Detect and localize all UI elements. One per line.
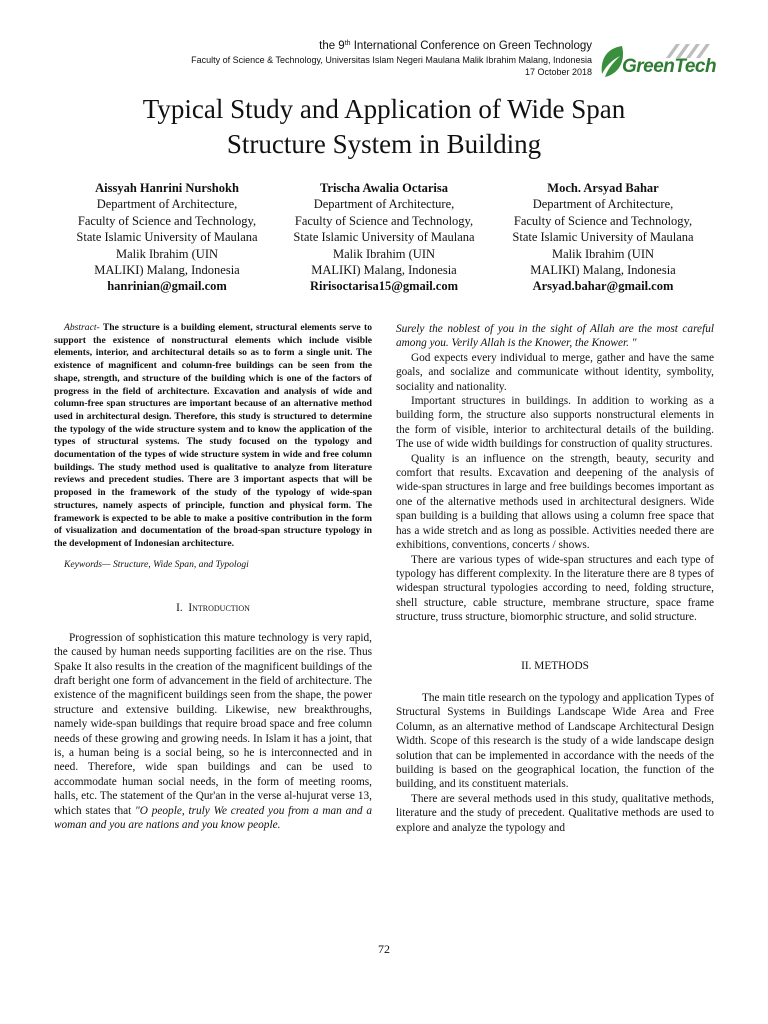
quote-continuation: Surely the noblest of you in the sight of Allah are the most careful among you. Verily Allah is the Knower, the Knower. " bbox=[396, 323, 714, 350]
quran-quote: "O people, truly We created you from a man and a woman and you are nations and you know people. bbox=[54, 804, 372, 832]
abstract-text: The structure is a building element, structural elements serve to support the existence of nonstructural elements which include visible elements, interior, and architectural details so as to form a single unit. The existence of magnificent and column-free buildings can be seen from the shape, strength, and structure of the building which is one of the factors of progress in the field of architecture. Excavation and analysis of wide and column-free span structures are important because of an alternative method used in architectural design. Therefore, this study is structured to determine the typology of the wide structure system and to know the application of the types of structural systems. The study focused on the typology and documentation of the types of wide structure system in wide and free column buildings. The study method used is qualitative to analyze from literature reviews and precedent studies. There are 3 important aspects that will be proposed in the framework of the study of the typology of wide-span structures, namely aspects of principle, function and physical form. The framework is expected to be able to make a positive contribution in the form of visualization and documentation of the broad-span structure typology in the development of Indonesian architecture. bbox=[54, 322, 372, 549]
title-line-1: Typical Study and Application of Wide Span bbox=[142, 94, 626, 124]
author-affiliation: State Islamic University of Maulana bbox=[76, 230, 258, 245]
author-affiliation: State Islamic University of Maulana bbox=[293, 230, 475, 245]
author-affiliation: Department of Architecture, bbox=[96, 197, 238, 212]
author-name: Trischa Awalia Octarisa bbox=[320, 181, 448, 195]
conference-name: the 9th International Conference on Green Technology bbox=[319, 40, 592, 52]
left-column bbox=[54, 322, 372, 832]
author-1 bbox=[58, 180, 276, 295]
author-affiliation: MALIKI) Malang, Indonesia bbox=[530, 263, 676, 278]
abstract-label: Abstract- bbox=[64, 322, 100, 333]
greentech-logo bbox=[598, 44, 716, 84]
intro-paragraph: Progression of sophistication this mature technology is very rapid, the caused by human needs supporting facilities are on the rise. Thus Spake It also results in the creation of the magnificent buildings of the draft beright one form of advancement in the field of architecture. The existence of the magnificent buildings seen from the shape, the power structure and extensive building. Likewise, new breakthroughs, namely wide-span buildings that require broad space and free column needs of these growing and growing needs. In Islam it has a joint, that is, a human being is a social being, so he is interconnected and in need. Therefore, wide span buildings and can be used to accommodate human social needs, in the form of meeting rooms, halls, etc. The statement of the Qur'an in the verse al-hujurat verse 13, which states that "O people, truly We created you from a man and a woman and you are nations and you know people. bbox=[54, 631, 372, 832]
body-paragraph: Quality is an influence on the strength, beauty, security and comfort that results. Excavation and deepening of the analysis of wide-span structures in large and free buildings becomes important as one of the alternative methods used in architectural designers. Wide span building is a building that allows using a column free space that has a wide stretch and as long as possible. Activities needed there are exhibitions, conventions, concerts / shows. bbox=[396, 452, 714, 552]
author-affiliation: Faculty of Science and Technology, bbox=[77, 213, 257, 228]
conference-header bbox=[0, 36, 768, 82]
body-paragraph: God expects every individual to merge, gather and have the same goals, and socialize and communicate without identity, symbolity, sociality and nationality. bbox=[396, 351, 714, 393]
author-block bbox=[58, 180, 710, 295]
paper-title bbox=[60, 92, 708, 162]
author-affiliation: Malik Ibrahim (UIN bbox=[551, 246, 655, 261]
body-paragraph: Important structures in buildings. In addition to working as a building form, the structure also supports nonstructural elements in the form of visible, interior to architectural details of the building. The use of wide width buildings for construction of quality structures. bbox=[396, 395, 714, 451]
author-affiliation: Department of Architecture, bbox=[532, 197, 674, 212]
author-affiliation: State Islamic University of Maulana bbox=[512, 230, 694, 245]
author-affiliation: Faculty of Science and Technology, bbox=[294, 213, 474, 228]
title-line-2: Structure System in Building bbox=[226, 129, 542, 159]
conference-date: 17 October 2018 bbox=[524, 67, 592, 77]
section-heading-methods: II. METHODS bbox=[521, 659, 589, 672]
author-email[interactable]: hanrinian@gmail.com bbox=[107, 279, 227, 294]
author-3 bbox=[494, 180, 712, 295]
methods-paragraph: The main title research on the typology and application Types of Structural Systems in Buildings Landscape Wide Area and Free Column, as an alternative method of Landscape Architectural Design Width. Scope of this research is the study of a wide landscape design solution that can be implemented in accordance with the needs of the building is based on the geographical location, the function of the building, and its constituent materials. bbox=[396, 691, 714, 791]
author-affiliation: Faculty of Science and Technology, bbox=[513, 213, 693, 228]
author-affiliation: Malik Ibrahim (UIN bbox=[332, 246, 436, 261]
right-column bbox=[396, 322, 714, 835]
body-paragraph: There are various types of wide-span structures and each type of typology has different complexity. In the literature there are 8 types of widespan structural typologies according to need, folding structure, shell structure, cable structure, membrane structure, space frame structure, truss structure, biomorphic structure, and solid structure. bbox=[396, 553, 714, 624]
author-affiliation: Malik Ibrahim (UIN bbox=[115, 246, 219, 261]
author-2 bbox=[275, 180, 493, 295]
abstract bbox=[54, 322, 372, 551]
methods-paragraph: There are several methods used in this study, qualitative methods, literature and the study of precedent. Qualitative methods are used to explore and analyze the typology and bbox=[396, 792, 714, 834]
logo-wordmark: GreenTech bbox=[622, 56, 717, 77]
keywords: Keywords— Structure, Wide Span, and Typologi bbox=[64, 558, 249, 570]
author-affiliation: MALIKI) Malang, Indonesia bbox=[94, 263, 240, 278]
author-email[interactable]: Ririsoctarisa15@gmail.com bbox=[309, 279, 459, 294]
section-heading-introduction: I. Introduction bbox=[176, 602, 250, 615]
author-name: Aissyah Hanrini Nurshokh bbox=[95, 181, 239, 195]
conference-faculty: Faculty of Science & Technology, Universitas Islam Negeri Maulana Malik Ibrahim Malang, Indonesia bbox=[191, 55, 592, 65]
author-affiliation: Department of Architecture, bbox=[313, 197, 455, 212]
page-number: 72 bbox=[378, 942, 390, 956]
author-email[interactable]: Arsyad.bahar@gmail.com bbox=[532, 279, 674, 294]
conference-info bbox=[191, 36, 592, 78]
author-affiliation: MALIKI) Malang, Indonesia bbox=[311, 263, 457, 278]
author-name: Moch. Arsyad Bahar bbox=[547, 181, 659, 195]
